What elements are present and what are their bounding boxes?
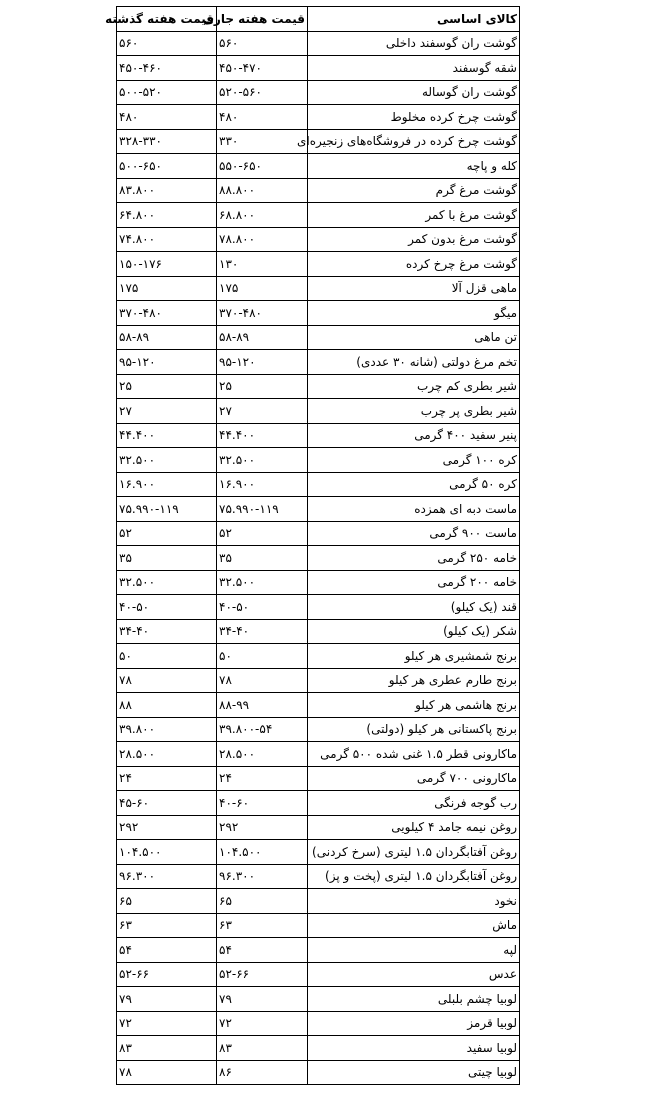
cell-current-price: ۵۲ (217, 521, 308, 546)
cell-previous-price: ۱۵۰-۱۷۶ (117, 252, 217, 277)
cell-previous-price: ۳۲۸-۳۳۰ (117, 129, 217, 154)
table-row (117, 423, 520, 448)
header-row (117, 7, 520, 32)
table-row (117, 227, 520, 252)
table-row (117, 31, 520, 56)
cell-previous-price: ۷۸ (117, 668, 217, 693)
table-row (117, 913, 520, 938)
cell-current-price: ۱۰۴.۵۰۰ (217, 840, 308, 865)
cell-item: ماکارونی قطر ۱.۵ غنی شده ۵۰۰ گرمی (308, 742, 520, 767)
cell-previous-price: ۴۸۰ (117, 105, 217, 130)
cell-current-price: ۳۲.۵۰۰ (217, 448, 308, 473)
table-row (117, 840, 520, 865)
cell-previous-price: ۷۹ (117, 987, 217, 1012)
cell-previous-price: ۵۰۰-۶۵۰ (117, 154, 217, 179)
cell-current-price: ۸۸-۹۹ (217, 693, 308, 718)
table-row (117, 815, 520, 840)
cell-previous-price: ۱۶.۹۰۰ (117, 472, 217, 497)
cell-current-price: ۳۲.۵۰۰ (217, 570, 308, 595)
cell-current-price: ۸۸.۸۰۰ (217, 178, 308, 203)
cell-current-price: ۹۶.۳۰۰ (217, 864, 308, 889)
header-item: کالای اساسی (308, 7, 520, 32)
cell-current-price: ۳۹.۸۰۰-۵۴ (217, 717, 308, 742)
table-row (117, 570, 520, 595)
cell-previous-price: ۸۸ (117, 693, 217, 718)
table-row (117, 1011, 520, 1036)
table-row (117, 668, 520, 693)
cell-current-price: ۷۸.۸۰۰ (217, 227, 308, 252)
cell-previous-price: ۴۵۰-۴۶۰ (117, 56, 217, 81)
cell-current-price: ۴۰-۵۰ (217, 595, 308, 620)
cell-previous-price: ۴۵-۶۰ (117, 791, 217, 816)
table-row (117, 154, 520, 179)
header-previous-price: قیمت هفته گذشته (117, 7, 217, 32)
cell-current-price: ۶۵ (217, 889, 308, 914)
cell-previous-price: ۶۵ (117, 889, 217, 914)
table-row (117, 80, 520, 105)
table-row (117, 276, 520, 301)
table-row (117, 717, 520, 742)
table-row (117, 766, 520, 791)
cell-previous-price: ۴۰-۵۰ (117, 595, 217, 620)
cell-item: لپه (308, 938, 520, 963)
cell-current-price: ۴۵۰-۴۷۰ (217, 56, 308, 81)
cell-item: برنج هاشمی هر کیلو (308, 693, 520, 718)
table-row (117, 203, 520, 228)
table-row (117, 938, 520, 963)
cell-previous-price: ۳۲.۵۰۰ (117, 570, 217, 595)
table-row (117, 791, 520, 816)
cell-current-price: ۵۲-۶۶ (217, 962, 308, 987)
table-row (117, 1060, 520, 1085)
cell-item: نخود (308, 889, 520, 914)
cell-previous-price: ۶۴.۸۰۰ (117, 203, 217, 228)
cell-current-price: ۵۴ (217, 938, 308, 963)
cell-current-price: ۵۸-۸۹ (217, 325, 308, 350)
table-row (117, 693, 520, 718)
cell-previous-price: ۷۵.۹۹۰-۱۱۹ (117, 497, 217, 522)
table-row (117, 619, 520, 644)
cell-item: ماست ۹۰۰ گرمی (308, 521, 520, 546)
cell-current-price: ۷۵.۹۹۰-۱۱۹ (217, 497, 308, 522)
table-row (117, 325, 520, 350)
cell-previous-price: ۵۰۰-۵۲۰ (117, 80, 217, 105)
table-row (117, 448, 520, 473)
cell-current-price: ۴۸۰ (217, 105, 308, 130)
cell-previous-price: ۸۳ (117, 1036, 217, 1061)
cell-previous-price: ۵۰ (117, 644, 217, 669)
cell-item: ماهی قزل آلا (308, 276, 520, 301)
cell-previous-price: ۶۳ (117, 913, 217, 938)
cell-item: ماست دبه ای همزده (308, 497, 520, 522)
table-row (117, 987, 520, 1012)
cell-item: لوبیا قرمز (308, 1011, 520, 1036)
cell-current-price: ۵۲۰-۵۶۰ (217, 80, 308, 105)
cell-previous-price: ۷۴.۸۰۰ (117, 227, 217, 252)
cell-previous-price: ۲۹۲ (117, 815, 217, 840)
cell-previous-price: ۳۹.۸۰۰ (117, 717, 217, 742)
cell-item: کله و پاچه (308, 154, 520, 179)
cell-current-price: ۸۶ (217, 1060, 308, 1085)
cell-previous-price: ۱۰۴.۵۰۰ (117, 840, 217, 865)
table-row (117, 178, 520, 203)
cell-current-price: ۲۹۲ (217, 815, 308, 840)
cell-previous-price: ۷۲ (117, 1011, 217, 1036)
table-row (117, 889, 520, 914)
cell-item: شقه گوسفند (308, 56, 520, 81)
cell-previous-price: ۲۷ (117, 399, 217, 424)
table-row (117, 374, 520, 399)
cell-item: ماکارونی ۷۰۰ گرمی (308, 766, 520, 791)
cell-item: شکر (یک کیلو) (308, 619, 520, 644)
table-row (117, 56, 520, 81)
cell-previous-price: ۵۲-۶۶ (117, 962, 217, 987)
cell-item: گوشت مرغ گرم (308, 178, 520, 203)
cell-item: شیر بطری کم چرب (308, 374, 520, 399)
cell-previous-price: ۲۴ (117, 766, 217, 791)
cell-item: تخم مرغ دولتی (شانه ۳۰ عددی) (308, 350, 520, 375)
table-row (117, 521, 520, 546)
cell-previous-price: ۲۸.۵۰۰ (117, 742, 217, 767)
table-row (117, 644, 520, 669)
cell-item: گوشت مرغ با کمر (308, 203, 520, 228)
cell-current-price: ۷۲ (217, 1011, 308, 1036)
cell-previous-price: ۸۳.۸۰۰ (117, 178, 217, 203)
cell-item: ماش (308, 913, 520, 938)
cell-item: روغن آفتابگردان ۱.۵ لیتری (پخت و پز) (308, 864, 520, 889)
table-row (117, 497, 520, 522)
cell-current-price: ۵۵۰-۶۵۰ (217, 154, 308, 179)
table-row (117, 129, 520, 154)
table-row (117, 1036, 520, 1061)
cell-item: لوبیا چیتی (308, 1060, 520, 1085)
cell-item: رب گوجه فرنگی (308, 791, 520, 816)
cell-item: لوبیا سفید (308, 1036, 520, 1061)
cell-item: عدس (308, 962, 520, 987)
cell-item: خامه ۲۰۰ گرمی (308, 570, 520, 595)
cell-current-price: ۱۶.۹۰۰ (217, 472, 308, 497)
cell-current-price: ۳۵ (217, 546, 308, 571)
cell-item: خامه ۲۵۰ گرمی (308, 546, 520, 571)
cell-item: برنج پاکستانی هر کیلو (دولتی) (308, 717, 520, 742)
cell-item: گوشت مرغ چرخ کرده (308, 252, 520, 277)
cell-current-price: ۵۰ (217, 644, 308, 669)
cell-current-price: ۹۵-۱۲۰ (217, 350, 308, 375)
table-row (117, 864, 520, 889)
cell-item: گوشت چرخ کرده مخلوط (308, 105, 520, 130)
cell-item: روغن آفتابگردان ۱.۵ لیتری (سرخ کردنی) (308, 840, 520, 865)
cell-current-price: ۸۳ (217, 1036, 308, 1061)
cell-previous-price: ۲۵ (117, 374, 217, 399)
table-row (117, 742, 520, 767)
cell-current-price: ۵۶۰ (217, 31, 308, 56)
cell-current-price: ۴۴.۴۰۰ (217, 423, 308, 448)
cell-item: گوشت ران گوسفند داخلی (308, 31, 520, 56)
cell-previous-price: ۵۴ (117, 938, 217, 963)
cell-previous-price: ۵۲ (117, 521, 217, 546)
header-current-price: قیمت هفته جاری (217, 7, 308, 32)
cell-item: گوشت مرغ بدون کمر (308, 227, 520, 252)
cell-item: گوشت ران گوساله (308, 80, 520, 105)
cell-previous-price: ۳۲.۵۰۰ (117, 448, 217, 473)
cell-item: برنج طارم عطری هر کیلو (308, 668, 520, 693)
cell-item: قند (یک کیلو) (308, 595, 520, 620)
table-row (117, 350, 520, 375)
cell-current-price: ۲۴ (217, 766, 308, 791)
cell-current-price: ۳۳۰ (217, 129, 308, 154)
table-row (117, 546, 520, 571)
cell-previous-price: ۷۸ (117, 1060, 217, 1085)
cell-current-price: ۶۳ (217, 913, 308, 938)
cell-current-price: ۳۴-۴۰ (217, 619, 308, 644)
cell-previous-price: ۵۶۰ (117, 31, 217, 56)
cell-item: کره ۵۰ گرمی (308, 472, 520, 497)
cell-previous-price: ۱۷۵ (117, 276, 217, 301)
cell-item: پنیر سفید ۴۰۰ گرمی (308, 423, 520, 448)
table-row (117, 399, 520, 424)
cell-previous-price: ۹۶.۳۰۰ (117, 864, 217, 889)
table-row (117, 301, 520, 326)
cell-previous-price: ۴۴.۴۰۰ (117, 423, 217, 448)
table-row (117, 962, 520, 987)
cell-current-price: ۲۵ (217, 374, 308, 399)
cell-current-price: ۶۸.۸۰۰ (217, 203, 308, 228)
cell-current-price: ۷۹ (217, 987, 308, 1012)
cell-previous-price: ۳۴-۴۰ (117, 619, 217, 644)
cell-previous-price: ۳۵ (117, 546, 217, 571)
cell-previous-price: ۳۷۰-۴۸۰ (117, 301, 217, 326)
cell-item: برنج شمشیری هر کیلو (308, 644, 520, 669)
cell-item: کره ۱۰۰ گرمی (308, 448, 520, 473)
table-row (117, 595, 520, 620)
price-table (105, 6, 520, 1085)
table-row (117, 252, 520, 277)
cell-item: تن ماهی (308, 325, 520, 350)
cell-item: شیر بطری پر چرب (308, 399, 520, 424)
cell-current-price: ۷۸ (217, 668, 308, 693)
table-body (117, 31, 520, 1085)
table-row (117, 105, 520, 130)
cell-previous-price: ۹۵-۱۲۰ (117, 350, 217, 375)
cell-current-price: ۲۷ (217, 399, 308, 424)
cell-current-price: ۴۰-۶۰ (217, 791, 308, 816)
table-row (117, 472, 520, 497)
cell-previous-price: ۵۸-۸۹ (117, 325, 217, 350)
cell-item: روغن نیمه جامد ۴ کیلویی (308, 815, 520, 840)
cell-current-price: ۱۳۰ (217, 252, 308, 277)
cell-item: گوشت چرخ کرده در فروشگاه‌های زنجیره‌ای (308, 129, 520, 154)
cell-current-price: ۱۷۵ (217, 276, 308, 301)
cell-current-price: ۲۸.۵۰۰ (217, 742, 308, 767)
cell-item: لوبیا چشم بلبلی (308, 987, 520, 1012)
cell-item: میگو (308, 301, 520, 326)
cell-current-price: ۳۷۰-۴۸۰ (217, 301, 308, 326)
